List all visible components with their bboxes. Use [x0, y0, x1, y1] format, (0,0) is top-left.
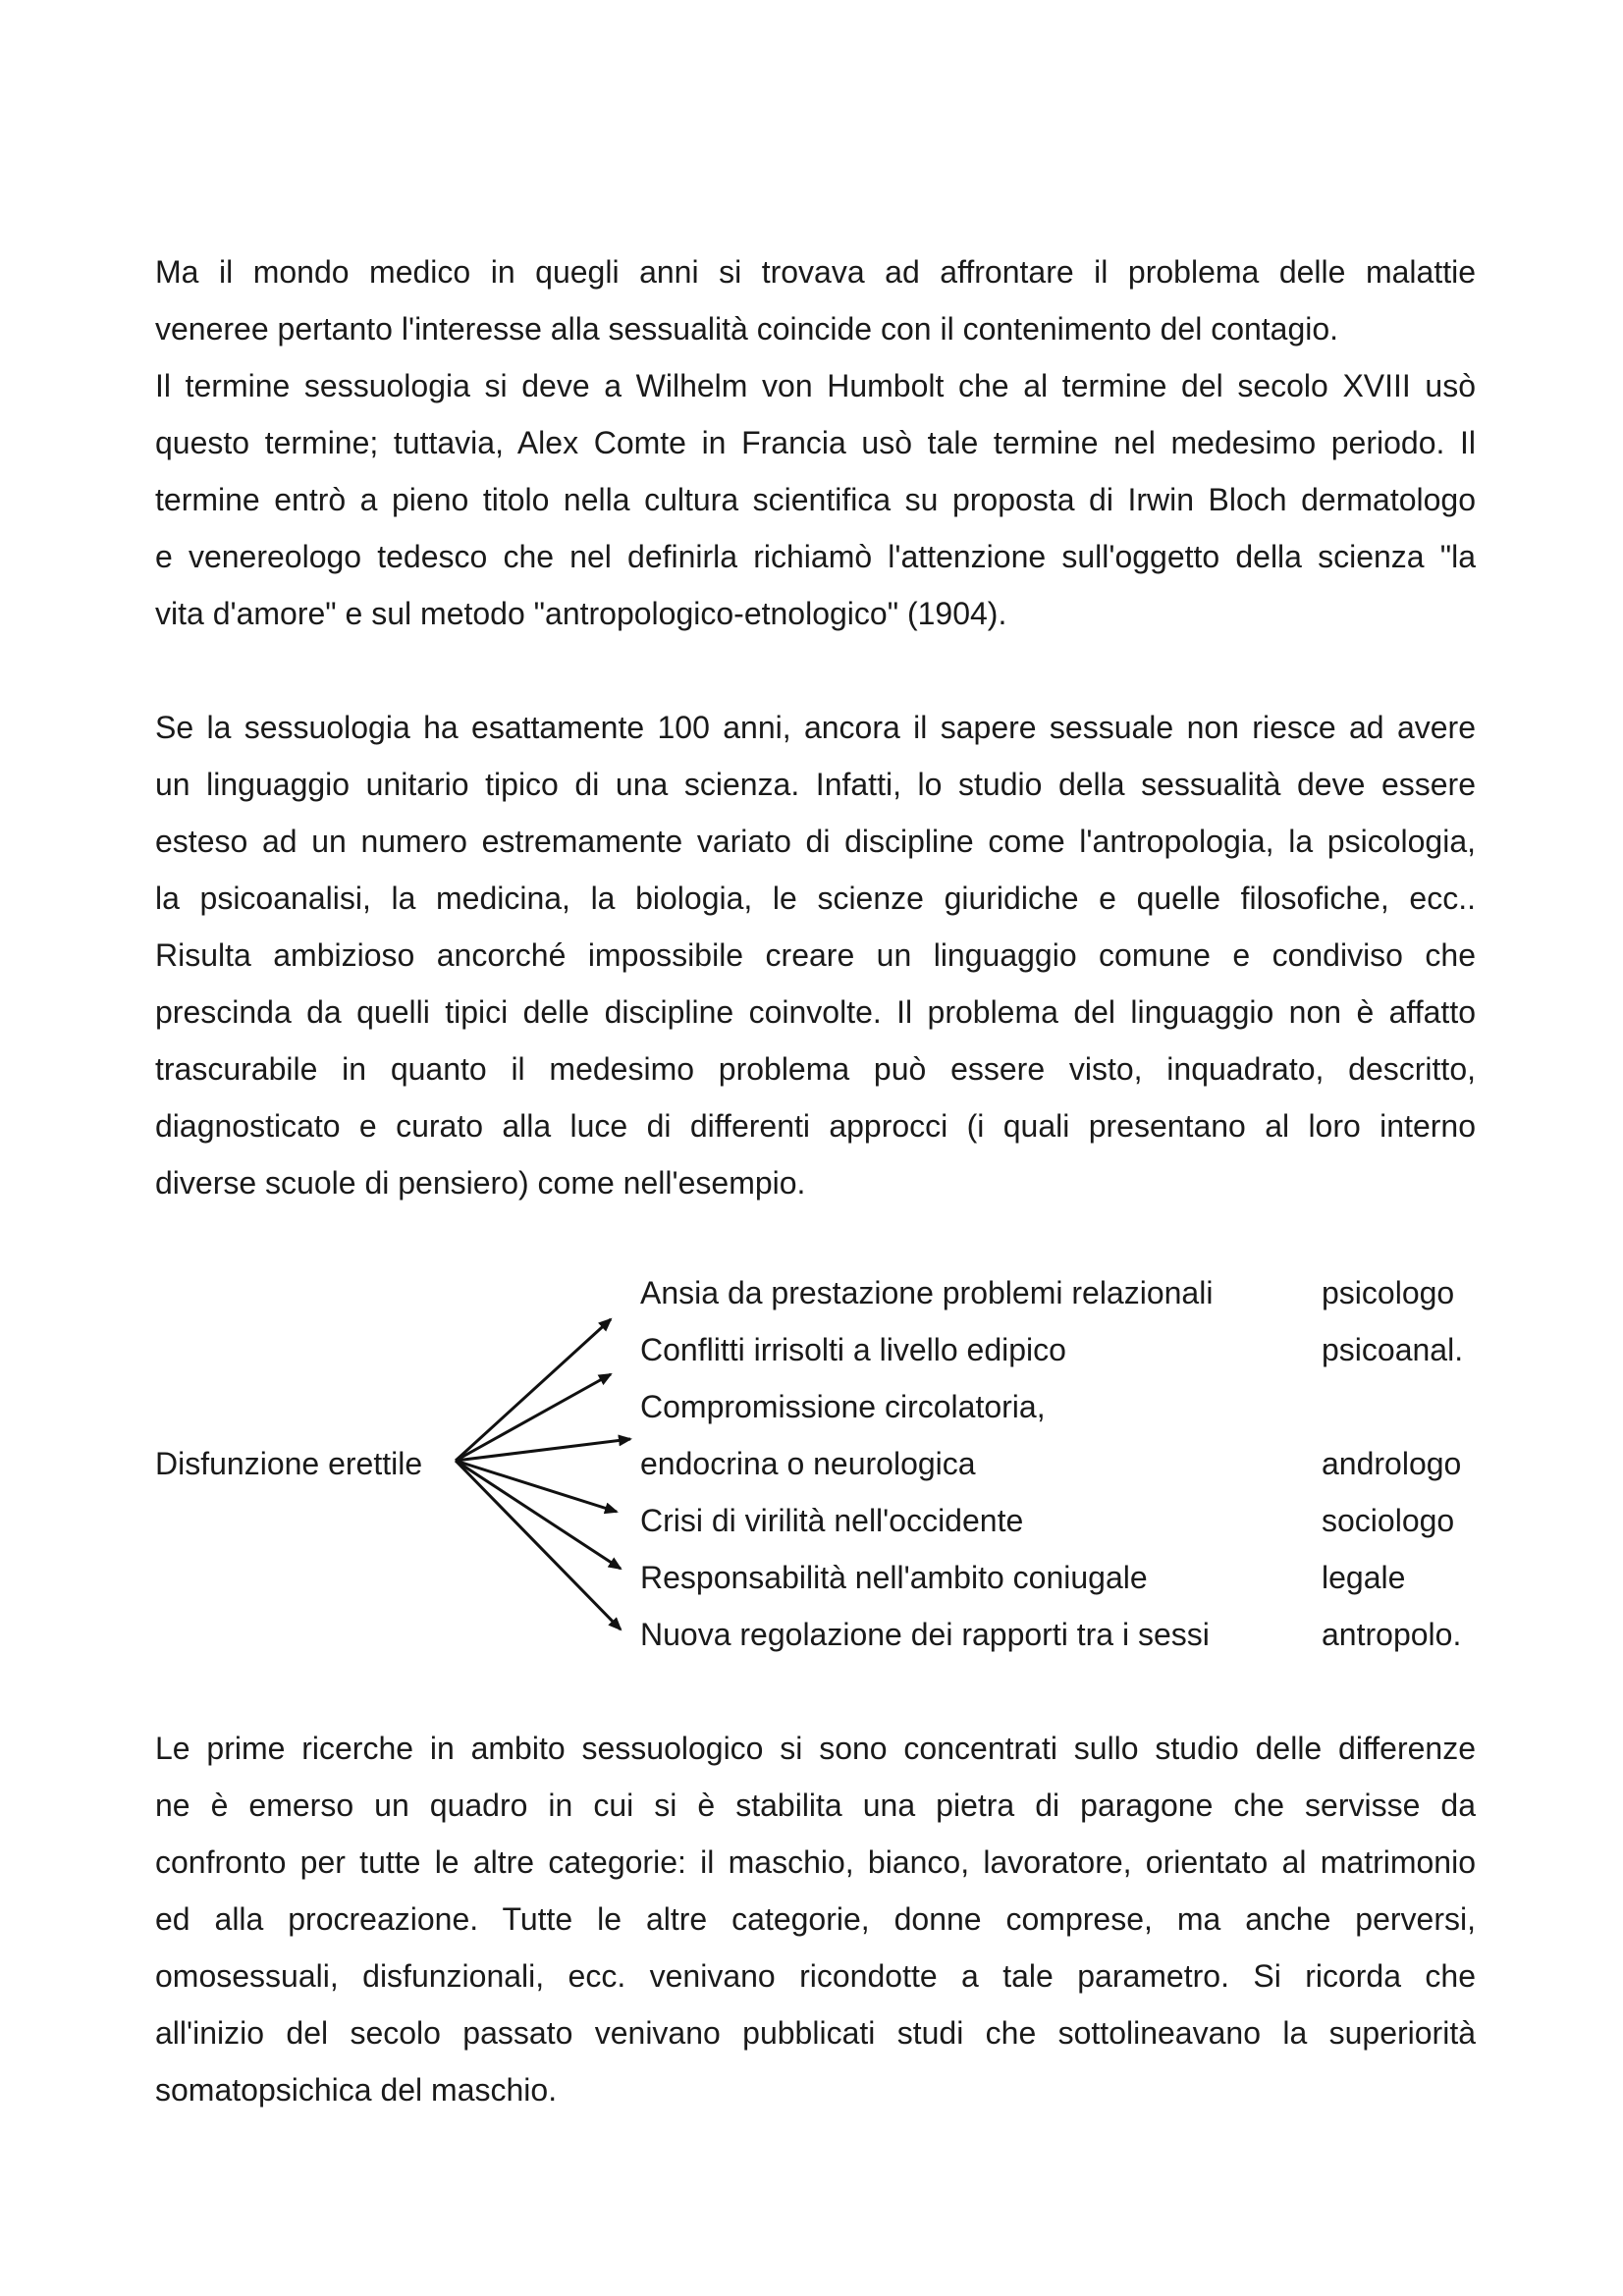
text-line: Se la sessuologia ha esattamente 100 anni, ancora il sapere sessuale non riesce ad avere: [155, 710, 1476, 745]
text-line: omosessuali, disfunzionali, ecc. venivano ricondotte a tale parametro. Si ricorda che: [155, 1958, 1476, 1994]
text-line: Le prime ricerche in ambito sessuologico si sono concentrati sullo studio delle differenze: [155, 1731, 1476, 1766]
text-line: diverse scuole di pensiero) come nell'esempio.: [155, 1165, 806, 1201]
text-line: termine entrò a pieno titolo nella cultura scientifica su proposta di Irwin Bloch dermatologo: [155, 482, 1476, 517]
text-line: prescinda da quelli tipici delle discipline coinvolte. Il problema del linguaggio non è affatto: [155, 994, 1476, 1030]
text-line: diagnosticato e curato alla luce di differenti approcci (i quali presentano al loro interno: [155, 1108, 1476, 1144]
text-line: e venereologo tedesco che nel definirla richiamò l'attenzione sull'oggetto della scienza "la: [155, 539, 1476, 574]
text-line: Ma il mondo medico in quegli anni si trovava ad affrontare il problema delle malattie: [155, 254, 1476, 290]
text-line: la psicoanalisi, la medicina, la biologia, le scienze giuridiche e quelle filosofiche, ecc..: [155, 881, 1476, 916]
text-line: trascurabile in quanto il medesimo problema può essere visto, inquadrato, descritto,: [155, 1051, 1476, 1087]
text-line: all'inizio del secolo passato venivano pubblicati studi che sottolineavano la superiorità: [155, 2015, 1476, 2051]
diagram-profession: andrologo: [1322, 1446, 1462, 1481]
diagram-item: Ansia da prestazione problemi relazionali: [640, 1275, 1214, 1310]
diagram-item: Nuova regolazione dei rapporti tra i sessi: [640, 1617, 1210, 1652]
text-line: ed alla procreazione. Tutte le altre categorie, donne comprese, ma anche perversi,: [155, 1901, 1476, 1937]
diagram-item: Crisi di virilità nell'occidente: [640, 1503, 1024, 1538]
diagram-profession: sociologo: [1322, 1503, 1455, 1538]
text-line: esteso ad un numero estremamente variato di discipline come l'antropologia, la psicologia,: [155, 824, 1476, 859]
diagram-profession: antropolo.: [1322, 1617, 1462, 1652]
text-line: somatopsichica del maschio.: [155, 2072, 558, 2108]
paragraph-early-research: [155, 1720, 1476, 2118]
erectile-dysfunction-diagram: [0, 1264, 1623, 1657]
paragraph-history: [155, 243, 1476, 642]
diagram-profession: psicologo: [1322, 1275, 1455, 1310]
diagram-profession: psicoanal.: [1322, 1332, 1464, 1367]
text-line: confronto per tutte le altre categorie: il maschio, bianco, lavoratore, orientato al matrimonio: [155, 1844, 1476, 1880]
diagram-item: Compromissione circolatoria,: [640, 1389, 1046, 1424]
text-line: veneree pertanto l'interesse alla sessualità coincide con il contenimento del contagio.: [155, 311, 1339, 347]
text-line: ne è emerso un quadro in cui si è stabilita una pietra di paragone che servisse da: [155, 1788, 1476, 1823]
paragraph-language: [155, 699, 1476, 1211]
diagram-source: Disfunzione erettile: [155, 1446, 423, 1481]
diagram-item: Responsabilità nell'ambito coniugale: [640, 1560, 1148, 1595]
diagram-profession: legale: [1322, 1560, 1406, 1595]
arrow-psicologo: [456, 1319, 611, 1461]
text-line: vita d'amore" e sul metodo "antropologico-etnologico" (1904).: [155, 596, 1007, 631]
diagram-item: Conflitti irrisolti a livello edipico: [640, 1332, 1066, 1367]
arrow-andrologo: [456, 1439, 630, 1461]
diagram-item: endocrina o neurologica: [640, 1446, 976, 1481]
text-line: questo termine; tuttavia, Alex Comte in Francia usò tale termine nel medesimo periodo. Il: [155, 425, 1476, 460]
text-line: Il termine sessuologia si deve a Wilhelm von Humbolt che al termine del secolo XVIII usò: [155, 368, 1476, 403]
arrow-legale: [456, 1461, 621, 1569]
arrow-psicoanal: [456, 1374, 611, 1461]
text-line: Risulta ambizioso ancorché impossibile creare un linguaggio comune e condiviso che: [155, 937, 1476, 973]
text-line: un linguaggio unitario tipico di una scienza. Infatti, lo studio della sessualità deve essere: [155, 767, 1476, 802]
